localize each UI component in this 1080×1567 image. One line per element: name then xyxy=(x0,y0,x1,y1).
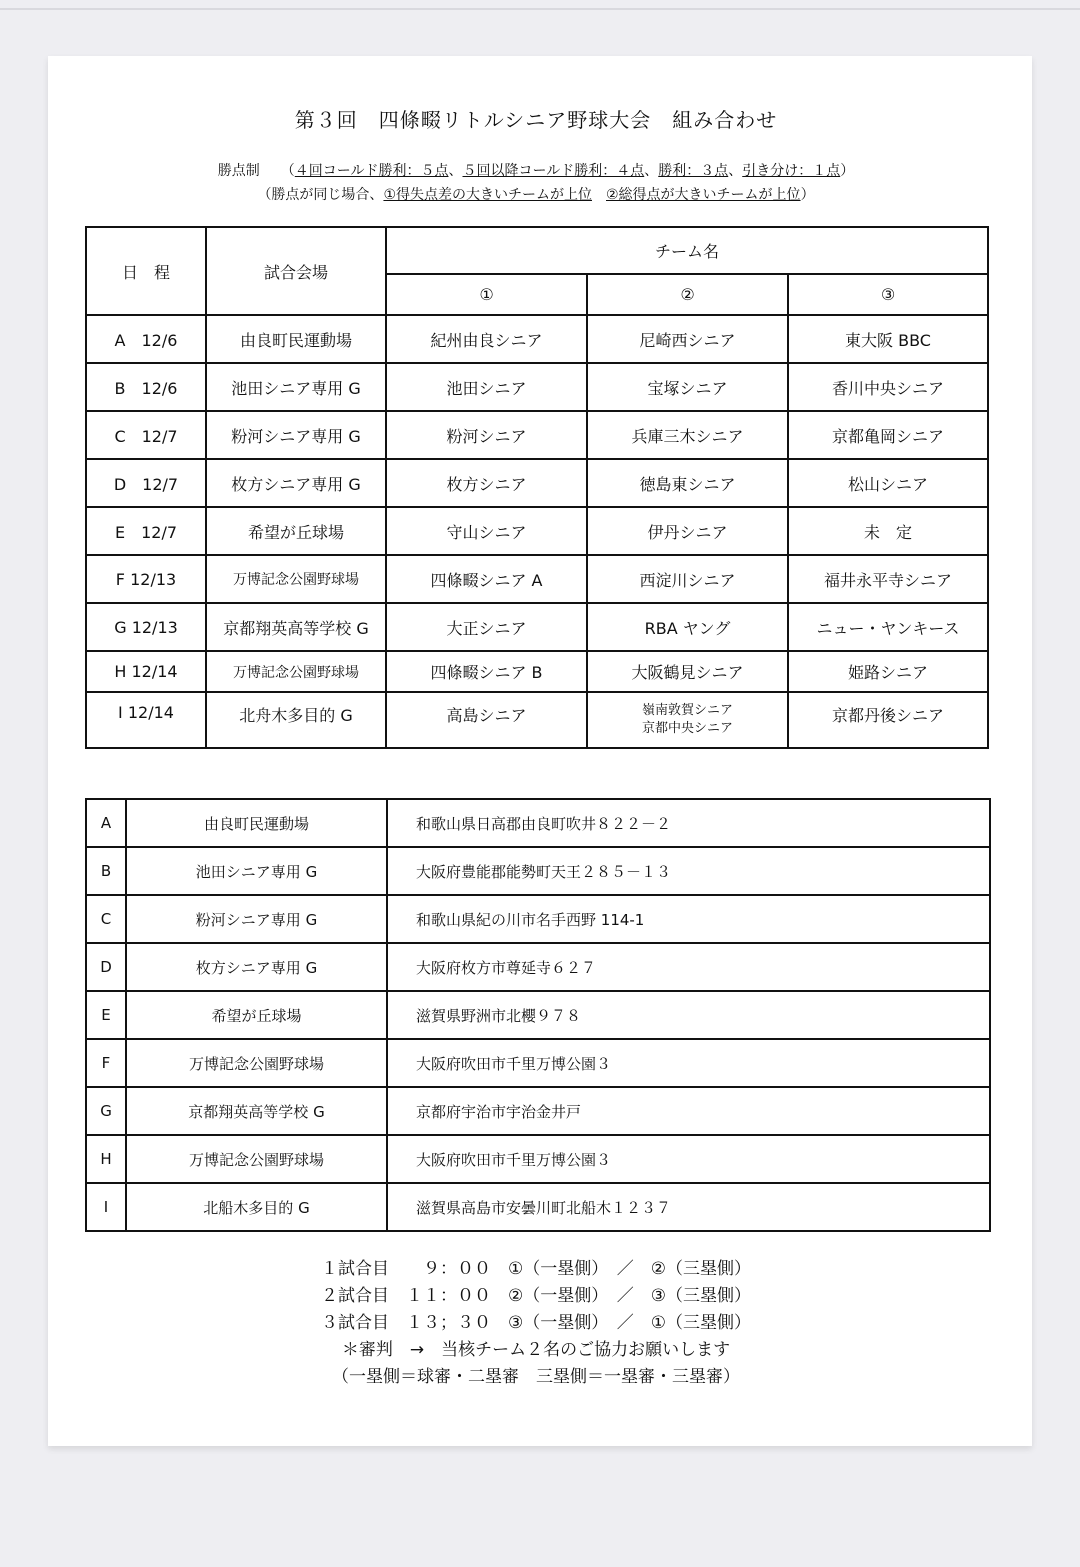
team-1: 四條畷シニア B xyxy=(386,651,587,692)
team-3: 東大阪 BBC xyxy=(788,315,988,363)
team-3: 京都丹後シニア xyxy=(788,692,988,748)
table-row xyxy=(86,799,990,847)
venue-table xyxy=(85,798,991,1232)
venue-code: I xyxy=(86,1183,126,1231)
tiebreak-1: ①得失点差の大きいチームが上位 xyxy=(383,187,592,203)
team-2-joint xyxy=(587,692,788,748)
table-row xyxy=(86,991,990,1039)
match-date: D 12/7 xyxy=(86,459,206,507)
table-row xyxy=(86,1183,990,1231)
team-1: 高島シニア xyxy=(386,692,587,748)
venue-name: 希望が丘球場 xyxy=(126,991,387,1039)
match-date: C 12/7 xyxy=(86,411,206,459)
match-date: G 12/13 xyxy=(86,603,206,651)
header-date: 日 程 xyxy=(86,227,206,315)
venue-address: 滋賀県高島市安曇川町北船木１２３７ xyxy=(387,1183,990,1231)
team-2-b: 京都中央シニア xyxy=(641,721,733,736)
team-1: 四條畷シニア A xyxy=(386,555,587,603)
team-2: 尼崎西シニア xyxy=(587,315,788,363)
venue-name: 池田シニア専用 G xyxy=(126,847,387,895)
venue-address: 和歌山県日高郡由良町吹井８２２－２ xyxy=(387,799,990,847)
points-rule-2: ５回以降コールド勝利：４点 xyxy=(462,163,645,179)
header-team-1: ① xyxy=(386,274,587,315)
table-row xyxy=(86,507,988,555)
game-1-time: １試合目 ９：００ ①（一塁側） ／ ②（三塁側） xyxy=(321,1259,751,1279)
top-divider xyxy=(0,8,1080,10)
venue-code: A xyxy=(86,799,126,847)
match-date: I 12/14 xyxy=(86,692,206,748)
team-1: 守山シニア xyxy=(386,507,587,555)
table-row xyxy=(86,651,988,692)
venue-address: 和歌山県紀の川市名手西野 114-1 xyxy=(387,895,990,943)
match-date: E 12/7 xyxy=(86,507,206,555)
match-venue: 希望が丘球場 xyxy=(206,507,386,555)
team-1: 大正シニア xyxy=(386,603,587,651)
venue-name: 由良町民運動場 xyxy=(126,799,387,847)
venue-name: 枚方シニア専用 G xyxy=(126,943,387,991)
game-times-notes xyxy=(48,1256,1024,1391)
team-3: 松山シニア xyxy=(788,459,988,507)
team-3: 京都亀岡シニア xyxy=(788,411,988,459)
team-1: 紀州由良シニア xyxy=(386,315,587,363)
document-page xyxy=(48,56,1032,1446)
venue-code: H xyxy=(86,1135,126,1183)
match-date: A 12/6 xyxy=(86,315,206,363)
venue-address: 大阪府枚方市尊延寺６２７ xyxy=(387,943,990,991)
team-2-a: 嶺南敦賀シニア xyxy=(641,703,733,718)
points-label: 勝点制 xyxy=(217,163,260,179)
venue-address: 大阪府吹田市千里万博公園３ xyxy=(387,1135,990,1183)
venue-address: 大阪府豊能郡能勢町天王２８５－１３ xyxy=(387,847,990,895)
table-row xyxy=(86,1087,990,1135)
match-venue: 池田シニア専用 G xyxy=(206,363,386,411)
points-rule-1: ４回コールド勝利：５点 xyxy=(294,163,449,179)
team-2: 宝塚シニア xyxy=(587,363,788,411)
tiebreak-2: ②総得点が大きいチームが上位 xyxy=(606,187,801,203)
venue-address: 京都府宇治市宇治金井戸 xyxy=(387,1087,990,1135)
table-row xyxy=(86,895,990,943)
table-row xyxy=(86,1039,990,1087)
table-row xyxy=(86,1135,990,1183)
team-2: 徳島東シニア xyxy=(587,459,788,507)
match-date: B 12/6 xyxy=(86,363,206,411)
venue-name: 万博記念公園野球場 xyxy=(126,1039,387,1087)
table-row xyxy=(86,847,990,895)
team-3: 福井永平寺シニア xyxy=(788,555,988,603)
header-venue: 試合会場 xyxy=(206,227,386,315)
venue-code: D xyxy=(86,943,126,991)
team-2: 兵庫三木シニア xyxy=(587,411,788,459)
header-team-2: ② xyxy=(587,274,788,315)
team-1: 枚方シニア xyxy=(386,459,587,507)
team-2: 伊丹シニア xyxy=(587,507,788,555)
match-venue: 粉河シニア専用 G xyxy=(206,411,386,459)
team-3: 未 定 xyxy=(788,507,988,555)
venue-code: C xyxy=(86,895,126,943)
points-rule: 勝点制 （４回コールド勝利：５点、５回以降コールド勝利：４点、勝利：３点、引き分け：１点） xyxy=(217,163,855,179)
team-1: 粉河シニア xyxy=(386,411,587,459)
table-row xyxy=(86,692,988,748)
game-2-time: ２試合目 １１：００ ②（一塁側） ／ ③（三塁側） xyxy=(321,1286,751,1306)
venue-name: 粉河シニア専用 G xyxy=(126,895,387,943)
match-venue: 枚方シニア専用 G xyxy=(206,459,386,507)
points-rule-4: 引き分け：１点 xyxy=(742,163,841,179)
venue-code: G xyxy=(86,1087,126,1135)
venue-address: 滋賀県野洲市北櫻９７８ xyxy=(387,991,990,1039)
header-team-3: ③ xyxy=(788,274,988,315)
table-row xyxy=(86,363,988,411)
team-2: 西淀川シニア xyxy=(587,555,788,603)
venue-code: E xyxy=(86,991,126,1039)
team-3: 香川中央シニア xyxy=(788,363,988,411)
match-venue: 由良町民運動場 xyxy=(206,315,386,363)
table-row xyxy=(86,555,988,603)
match-venue: 万博記念公園野球場 xyxy=(206,651,386,692)
venue-name: 万博記念公園野球場 xyxy=(126,1135,387,1183)
venue-code: F xyxy=(86,1039,126,1087)
venue-name: 北船木多目的 G xyxy=(126,1183,387,1231)
match-venue: 北舟木多目的 G xyxy=(206,692,386,748)
table-row xyxy=(86,943,990,991)
team-3: ニュー・ヤンキース xyxy=(788,603,988,651)
team-2: RBA ヤング xyxy=(587,603,788,651)
venue-name: 京都翔英高等学校 G xyxy=(126,1087,387,1135)
points-rule-3: 勝利：３点 xyxy=(658,163,729,179)
team-2: 大阪鶴見シニア xyxy=(587,651,788,692)
umpire-note: ＊審判 → 当核チーム２名のご協力お願いします xyxy=(341,1340,731,1360)
schedule-table xyxy=(85,226,989,749)
table-row xyxy=(86,603,988,651)
umpire-roles: （一塁側＝球審・二塁審 三塁側＝一塁審・三塁審） xyxy=(332,1367,740,1387)
match-date: F 12/13 xyxy=(86,555,206,603)
venue-code: B xyxy=(86,847,126,895)
venue-address: 大阪府吹田市千里万博公園３ xyxy=(387,1039,990,1087)
table-row xyxy=(86,459,988,507)
page-title: 第３回 四條畷リトルシニア野球大会 組み合わせ xyxy=(294,108,778,132)
match-date: H 12/14 xyxy=(86,651,206,692)
header-teams: チーム名 xyxy=(386,227,988,274)
table-row xyxy=(86,411,988,459)
team-1: 池田シニア xyxy=(386,363,587,411)
tiebreak-rule: （勝点が同じ場合、①得失点差の大きいチームが上位 ②総得点が大きいチームが上位） xyxy=(257,187,815,203)
table-row xyxy=(86,315,988,363)
team-3: 姫路シニア xyxy=(788,651,988,692)
match-venue: 万博記念公園野球場 xyxy=(206,555,386,603)
match-venue: 京都翔英高等学校 G xyxy=(206,603,386,651)
game-3-time: ３試合目 １３；３０ ③（一塁側） ／ ①（三塁側） xyxy=(321,1313,751,1333)
